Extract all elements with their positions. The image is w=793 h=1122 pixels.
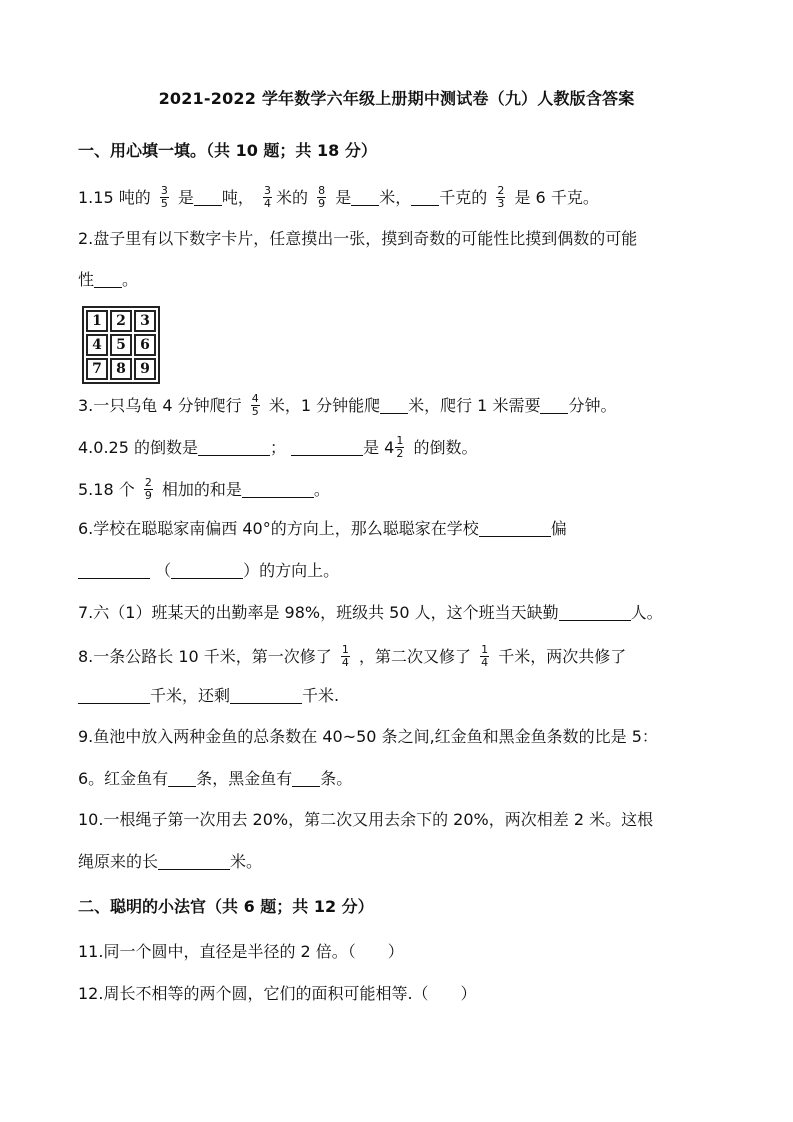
q3-text-a: 3.一只乌龟 4 分钟爬行 xyxy=(78,396,242,415)
fraction-denominator: 5 xyxy=(251,405,259,418)
number-card: 7 xyxy=(86,358,108,380)
question-5 xyxy=(78,478,330,503)
fraction-numerator: 2 xyxy=(144,476,152,489)
q5-text-b: 相加的和是 xyxy=(161,480,242,499)
answer-blank[interactable] xyxy=(479,520,551,537)
answer-blank[interactable] xyxy=(242,481,314,498)
question-8-line-1 xyxy=(78,645,626,670)
q6-text-c: （ xyxy=(155,561,172,580)
answer-blank[interactable] xyxy=(171,562,243,579)
fraction-denominator: 4 xyxy=(341,656,349,669)
q9-text-c: 条。 xyxy=(320,769,353,788)
q5-text-c: 。 xyxy=(313,480,330,499)
answer-blank[interactable] xyxy=(380,397,408,414)
q4-text-a: 4.0.25 的倒数是 xyxy=(78,438,198,457)
q1-text-d: 米的 xyxy=(276,188,309,207)
fraction-numerator: 4 xyxy=(251,392,259,405)
number-card: 9 xyxy=(134,358,156,380)
answer-blank[interactable] xyxy=(168,770,196,787)
q6-text-a: 6.学校在聪聪家南偏西 40°的方向上，那么聪聪家在学校 xyxy=(78,519,479,538)
answer-blank[interactable] xyxy=(158,853,230,870)
fraction-1-4 xyxy=(480,644,489,669)
q1-text-c: 吨， xyxy=(221,188,254,207)
fraction-denominator: 4 xyxy=(481,656,489,669)
section-heading-fill-in: 一、用心填一填。（共 10 题；共 18 分） xyxy=(78,141,377,160)
fraction-denominator: 3 xyxy=(497,197,505,210)
fraction-4-5 xyxy=(251,393,260,418)
fraction-denominator: 9 xyxy=(144,489,152,502)
fraction-numerator: 3 xyxy=(160,184,168,197)
answer-blank[interactable] xyxy=(198,439,270,456)
fraction-1-4 xyxy=(341,644,350,669)
question-10-line-1: 10.一根绳子第一次用去 20%，第二次又用去余下的 20%，两次相差 2 米。这根 xyxy=(78,810,654,829)
q1-text-h: 千克的 xyxy=(439,188,488,207)
question-7 xyxy=(78,603,663,623)
question-10-line-2 xyxy=(78,852,262,872)
answer-blank[interactable] xyxy=(559,604,631,621)
number-card: 8 xyxy=(110,358,132,380)
q1-text-b: 是 xyxy=(177,188,194,207)
q9-text-a: 6。红金鱼有 xyxy=(78,769,169,788)
number-card: 6 xyxy=(134,334,156,356)
question-9-line-2 xyxy=(78,769,352,789)
fraction-numerator: 1 xyxy=(396,434,404,447)
answer-blank[interactable] xyxy=(351,189,379,206)
question-11: 11.同一个圆中，直径是半径的 2 倍。（ ） xyxy=(78,942,404,961)
answer-blank[interactable] xyxy=(540,397,568,414)
question-1 xyxy=(78,186,599,211)
answer-blank[interactable] xyxy=(94,271,122,288)
q6-text-b: 偏 xyxy=(550,519,567,538)
answer-blank[interactable] xyxy=(78,687,150,704)
answer-blank[interactable] xyxy=(291,439,363,456)
question-4 xyxy=(78,436,477,461)
answer-blank[interactable] xyxy=(230,687,302,704)
q1-text-g: 米， xyxy=(379,188,412,207)
q1-text-e: 是 xyxy=(335,188,352,207)
q5-text-a: 5.18 个 xyxy=(78,480,135,499)
question-2-line-2 xyxy=(78,270,138,290)
question-6-line-2 xyxy=(78,561,339,581)
q7-text-b: 人。 xyxy=(630,603,663,622)
fraction-numerator: 2 xyxy=(497,184,505,197)
fraction-numerator: 1 xyxy=(481,643,489,656)
fraction-2-9 xyxy=(144,477,153,502)
number-card: 2 xyxy=(110,310,132,332)
fraction-8-9 xyxy=(317,185,326,210)
fraction-2-3 xyxy=(496,185,505,210)
q9-text-b: 条，黑金鱼有 xyxy=(196,769,293,788)
answer-blank[interactable] xyxy=(78,562,150,579)
q10-text-a: 绳原来的长 xyxy=(78,852,159,871)
fraction-denominator: 5 xyxy=(160,197,168,210)
q1-text-a: 1.15 吨的 xyxy=(78,188,151,207)
fraction-denominator: 2 xyxy=(396,447,404,460)
q8-text-a: 8.一条公路长 10 千米，第一次修了 xyxy=(78,647,332,666)
q8-text-c: 千米，两次共修了 xyxy=(498,647,627,666)
q8-text-e: 千米. xyxy=(302,686,340,705)
answer-blank[interactable] xyxy=(411,189,439,206)
q4-text-b: ； xyxy=(269,438,286,457)
q10-text-b: 米。 xyxy=(230,852,263,871)
question-12: 12.周长不相等的两个圆，它们的面积可能相等.（ ） xyxy=(78,984,477,1003)
q2-text-a: 性 xyxy=(78,270,95,289)
q3-text-b: 米，1 分钟能爬 xyxy=(268,396,381,415)
q3-text-c: 米，爬行 1 米需要 xyxy=(408,396,541,415)
answer-blank[interactable] xyxy=(194,189,222,206)
page-title: 2021-2022 学年数学六年级上册期中测试卷（九）人教版含答案 xyxy=(158,89,635,108)
fraction-3-5 xyxy=(160,185,169,210)
fraction-denominator: 9 xyxy=(318,197,326,210)
number-card: 1 xyxy=(86,310,108,332)
fraction-numerator: 8 xyxy=(318,184,326,197)
fraction-denominator: 4 xyxy=(264,197,272,210)
fraction-numerator: 3 xyxy=(264,184,272,197)
q2-text-b: 。 xyxy=(122,270,139,289)
fraction-1-2 xyxy=(395,435,404,460)
q8-text-b: ，第二次又修了 xyxy=(359,647,472,666)
question-6-line-1 xyxy=(78,519,567,539)
question-8-line-2 xyxy=(78,686,339,706)
question-9-line-1: 9.鱼池中放入两种金鱼的总条数在 40~50 条之间,红金鱼和黑金鱼条数的比是 5： xyxy=(78,727,658,746)
q4-text-d: 的倒数。 xyxy=(413,438,478,457)
fraction-numerator: 1 xyxy=(341,643,349,656)
answer-blank[interactable] xyxy=(292,770,320,787)
q1-text-i: 是 6 千克。 xyxy=(514,188,599,207)
number-cards-grid xyxy=(82,306,160,384)
number-card: 5 xyxy=(110,334,132,356)
question-2-line-1: 2.盘子里有以下数字卡片，任意摸出一张，摸到奇数的可能性比摸到偶数的可能 xyxy=(78,229,638,248)
q4-text-c: 是 4 xyxy=(363,438,395,457)
fraction-3-4 xyxy=(263,185,272,210)
question-3 xyxy=(78,394,616,419)
number-card: 4 xyxy=(86,334,108,356)
q8-text-d: 千米，还剩 xyxy=(150,686,231,705)
q7-text-a: 7.六（1）班某天的出勤率是 98%，班级共 50 人，这个班当天缺勤 xyxy=(78,603,559,622)
q3-text-d: 分钟。 xyxy=(568,396,617,415)
q6-text-d: ）的方向上。 xyxy=(243,561,340,580)
number-card: 3 xyxy=(134,310,156,332)
section-heading-true-false: 二、聪明的小法官（共 6 题；共 12 分） xyxy=(78,897,374,916)
